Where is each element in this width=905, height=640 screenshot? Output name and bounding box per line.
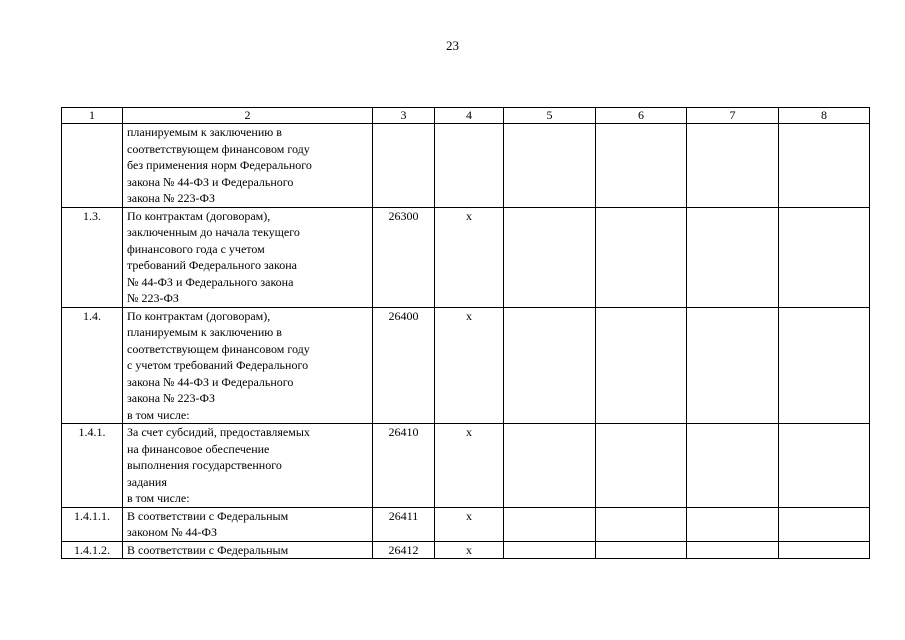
row-col5-cell (504, 541, 596, 559)
row-code-cell: 26412 (373, 541, 435, 559)
description-line: За счет субсидий, предоставляемых (127, 425, 310, 439)
row-col8-cell (779, 307, 870, 424)
row-col7-cell (687, 307, 779, 424)
description-line: закона № 44-ФЗ и Федерального (127, 174, 294, 189)
row-col4-cell: х (435, 207, 504, 307)
row-col8-cell (779, 424, 870, 508)
description-line: В соответствии с Федеральным (127, 542, 289, 557)
row-col6-cell (596, 307, 687, 424)
header-cell-3: 3 (373, 108, 435, 124)
row-col8-cell (779, 541, 870, 559)
row-col7-cell (687, 207, 779, 307)
header-cell-6: 6 (596, 108, 687, 124)
table-row (62, 207, 870, 307)
table-row (62, 124, 870, 208)
row-description-cell (123, 507, 373, 541)
row-col6-cell (596, 507, 687, 541)
row-description-cell (123, 307, 373, 424)
row-description-cell (123, 124, 373, 208)
row-col4-cell: х (435, 541, 504, 559)
description-line: № 223-ФЗ (127, 291, 179, 305)
row-col4-cell: х (435, 507, 504, 541)
row-number-cell: 1.4.1.1. (62, 507, 123, 541)
description-line: закона № 223-ФЗ (127, 391, 215, 405)
description-line: в том числе: (127, 491, 190, 505)
row-code-cell (373, 124, 435, 208)
table-row (62, 507, 870, 541)
row-code-cell: 26410 (373, 424, 435, 508)
description-line: планируемым к заключению в (127, 125, 282, 139)
description-line: в том числе: (127, 407, 190, 422)
row-col7-cell (687, 507, 779, 541)
row-col7-cell (687, 424, 779, 508)
row-col5-cell (504, 124, 596, 208)
row-col6-cell (596, 124, 687, 208)
row-col8-cell (779, 124, 870, 208)
description-line: В соответствии с Федеральным (127, 508, 289, 523)
description-line: планируемым к заключению в (127, 325, 282, 339)
report-table-body (62, 108, 870, 559)
header-cell-1: 1 (62, 108, 123, 124)
page-number: 23 (446, 38, 459, 53)
description-line: По контрактам (договорам), (127, 208, 271, 223)
row-col5-cell (504, 207, 596, 307)
description-line: задания (127, 474, 167, 489)
description-line: закона № 44-ФЗ и Федерального (127, 374, 294, 389)
row-col7-cell (687, 541, 779, 559)
row-col4-cell: х (435, 307, 504, 424)
header-cell-5: 5 (504, 108, 596, 124)
row-code-cell: 26300 (373, 207, 435, 307)
row-description-cell (123, 424, 373, 508)
description-line: на финансовое обеспечение (127, 441, 270, 456)
description-line: соответствующем финансовом году (127, 141, 310, 156)
row-number-cell (62, 124, 123, 208)
row-col6-cell (596, 424, 687, 508)
description-line: закона № 223-ФЗ (127, 191, 215, 205)
description-line: выполнения государственного (127, 458, 282, 472)
row-col6-cell (596, 207, 687, 307)
description-line: законом № 44-ФЗ (127, 525, 218, 539)
report-table (61, 107, 870, 559)
description-line: с учетом требований Федерального (127, 358, 309, 372)
header-cell-2: 2 (123, 108, 373, 124)
description-line: требований Федерального закона (127, 258, 297, 272)
header-cell-8: 8 (779, 108, 870, 124)
row-col4-cell (435, 124, 504, 208)
row-col4-cell: х (435, 424, 504, 508)
description-line: № 44-ФЗ и Федерального закона (127, 274, 294, 289)
table-row (62, 541, 870, 559)
row-number-cell: 1.4.1.2. (62, 541, 123, 559)
table-row (62, 307, 870, 424)
description-line: финансового года с учетом (127, 241, 265, 256)
row-code-cell: 26411 (373, 507, 435, 541)
row-col7-cell (687, 124, 779, 208)
row-col5-cell (504, 507, 596, 541)
description-line: соответствующем финансовом году (127, 341, 310, 356)
row-number-cell: 1.4.1. (62, 424, 123, 508)
description-line: По контрактам (договорам), (127, 308, 271, 323)
description-line: заключенным до начала текущего (127, 225, 300, 239)
row-code-cell: 26400 (373, 307, 435, 424)
row-col5-cell (504, 424, 596, 508)
description-line: без применения норм Федерального (127, 158, 312, 172)
row-col6-cell (596, 541, 687, 559)
row-description-cell (123, 207, 373, 307)
row-number-cell: 1.4. (62, 307, 123, 424)
header-cell-4: 4 (435, 108, 504, 124)
header-row (62, 108, 870, 124)
header-cell-7: 7 (687, 108, 779, 124)
table-row (62, 424, 870, 508)
row-col8-cell (779, 207, 870, 307)
row-col5-cell (504, 307, 596, 424)
row-description-cell (123, 541, 373, 559)
row-number-cell: 1.3. (62, 207, 123, 307)
row-col8-cell (779, 507, 870, 541)
